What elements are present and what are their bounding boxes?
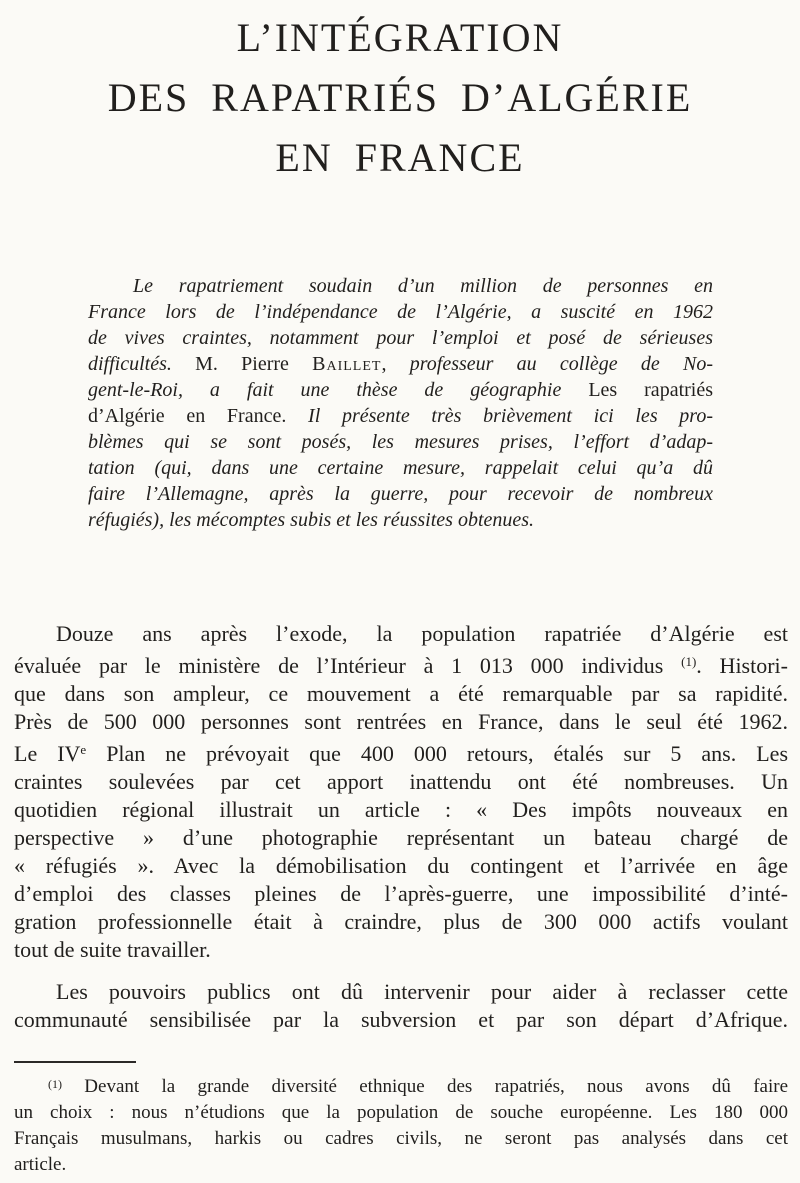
body-paragraph-2 (14, 978, 788, 1034)
text-segment: tation (qui, dans une certaine mesure, rappelait celui qu’a dû (88, 457, 713, 479)
title-line: L’INTÉGRATION (236, 15, 564, 60)
footnote-rule (14, 1061, 136, 1063)
text-segment: que dans son ampleur, ce mouvement a été remarquable par sa rapidité. (14, 681, 788, 706)
abstract-line (88, 325, 713, 351)
abstract-line (88, 507, 713, 533)
body-line (14, 880, 788, 908)
title-line: EN FRANCE (275, 135, 525, 180)
body-line (14, 620, 788, 648)
text-segment: perspective » d’une photographie représentant un bateau chargé de (14, 825, 788, 850)
text-segment: réfugiés), les mécomptes subis et les réussites obtenues. (88, 509, 535, 531)
body-line (14, 648, 788, 680)
body-line (14, 824, 788, 852)
text-segment: de vives craintes, notamment pour l’emploi et posé de sérieuses (88, 327, 713, 349)
ordinal-superscript: e (80, 742, 87, 757)
abstract-line (88, 403, 713, 429)
body-paragraph-1 (14, 620, 788, 964)
text-segment: évaluée par le ministère de l’Intérieur à 1 013 000 individus (14, 653, 682, 678)
footnote (14, 1061, 788, 1178)
text-segment: blèmes qui se sont posés, les mesures prises, l’effort d’adap- (88, 431, 713, 453)
text-segment: tout de suite travailler. (14, 937, 211, 962)
text-segment: Près de 500 000 personnes sont rentrées en France, dans le seul été 1962. (14, 709, 788, 734)
article-title (0, 0, 800, 188)
text-segment: Le rapatriement soudain d’un million de personnes en (133, 275, 713, 297)
footnote-ref: (1) (681, 654, 697, 669)
text-segment: Les pouvoirs publics ont dû intervenir pour aider à reclasser cette (56, 979, 788, 1004)
body-line (14, 736, 788, 768)
text-segment: craintes soulevées par cet apport inattendu ont été nombreuses. Un (14, 769, 788, 794)
text-segment: Français musulmans, harkis ou cadres civils, ne seront pas analysés dans cet (14, 1128, 788, 1149)
abstract-line (88, 351, 713, 377)
text-segment: « réfugiés ». Avec la démobilisation du contingent et l’arrivée en âge (14, 853, 788, 878)
abstract-line (88, 273, 713, 299)
text-segment: M. Pierre (195, 353, 313, 375)
body-line (14, 708, 788, 736)
abstract-line (88, 481, 713, 507)
text-segment: Devant la grande diversité ethnique des rapatriés, nous avons dû faire (62, 1076, 788, 1097)
body-line (14, 908, 788, 936)
text-segment: Il présente très brièvement ici les pro- (308, 405, 714, 427)
footnote-line (14, 1071, 788, 1100)
body-line (14, 680, 788, 708)
body-line (14, 852, 788, 880)
article-body (14, 620, 788, 1034)
text-segment: France lors de l’indépendance de l’Algérie, a suscité en 1962 (88, 301, 713, 323)
body-line (14, 978, 788, 1006)
abstract-line (88, 377, 713, 403)
author-name: Baillet (312, 353, 382, 375)
footnote-line (14, 1152, 788, 1178)
footnote-line (14, 1126, 788, 1152)
thesis-title-segment: Les rapatriés (588, 379, 713, 401)
abstract-line (88, 455, 713, 481)
abstract-line (88, 299, 713, 325)
body-line (14, 796, 788, 824)
text-segment: , (381, 353, 410, 375)
text-segment: Le IV (14, 741, 81, 766)
abstract-line (88, 429, 713, 455)
text-segment: Plan ne prévoyait que 400 000 retours, étalés sur 5 ans. Les (86, 741, 789, 766)
thesis-title-segment: d’Algérie en France. (88, 405, 309, 427)
text-segment: . Histori- (696, 653, 788, 678)
text-segment: difficultés. (88, 353, 196, 375)
text-segment: communauté sensibilisée par la subversion et par son départ d’Afrique. (14, 1007, 788, 1032)
abstract (88, 273, 713, 533)
text-segment: gent-le-Roi, a fait une thèse de géographie (88, 379, 589, 401)
body-line (14, 768, 788, 796)
text-segment: quotidien régional illustrait un article : « Des impôts nouveaux en (14, 797, 788, 822)
footnote-marker: (1) (48, 1077, 62, 1091)
text-segment: faire l’Allemagne, après la guerre, pour recevoir de nombreux (88, 483, 713, 505)
footnote-line (14, 1100, 788, 1126)
text-segment: Douze ans après l’exode, la population rapatriée d’Algérie est (56, 621, 788, 646)
body-line (14, 1006, 788, 1034)
text-segment: d’emploi des classes pleines de l’après-guerre, une impossibilité d’inté- (14, 881, 788, 906)
title-line: DES RAPATRIÉS D’ALGÉRIE (107, 75, 693, 120)
text-segment: professeur au collège de No- (409, 353, 713, 375)
text-segment: article. (14, 1154, 67, 1175)
text-segment: un choix : nous n’étudions que la population de souche européenne. Les 180 000 (14, 1102, 788, 1123)
body-line (14, 936, 788, 964)
text-segment: gration professionnelle était à craindre, plus de 300 000 actifs voulant (14, 909, 788, 934)
